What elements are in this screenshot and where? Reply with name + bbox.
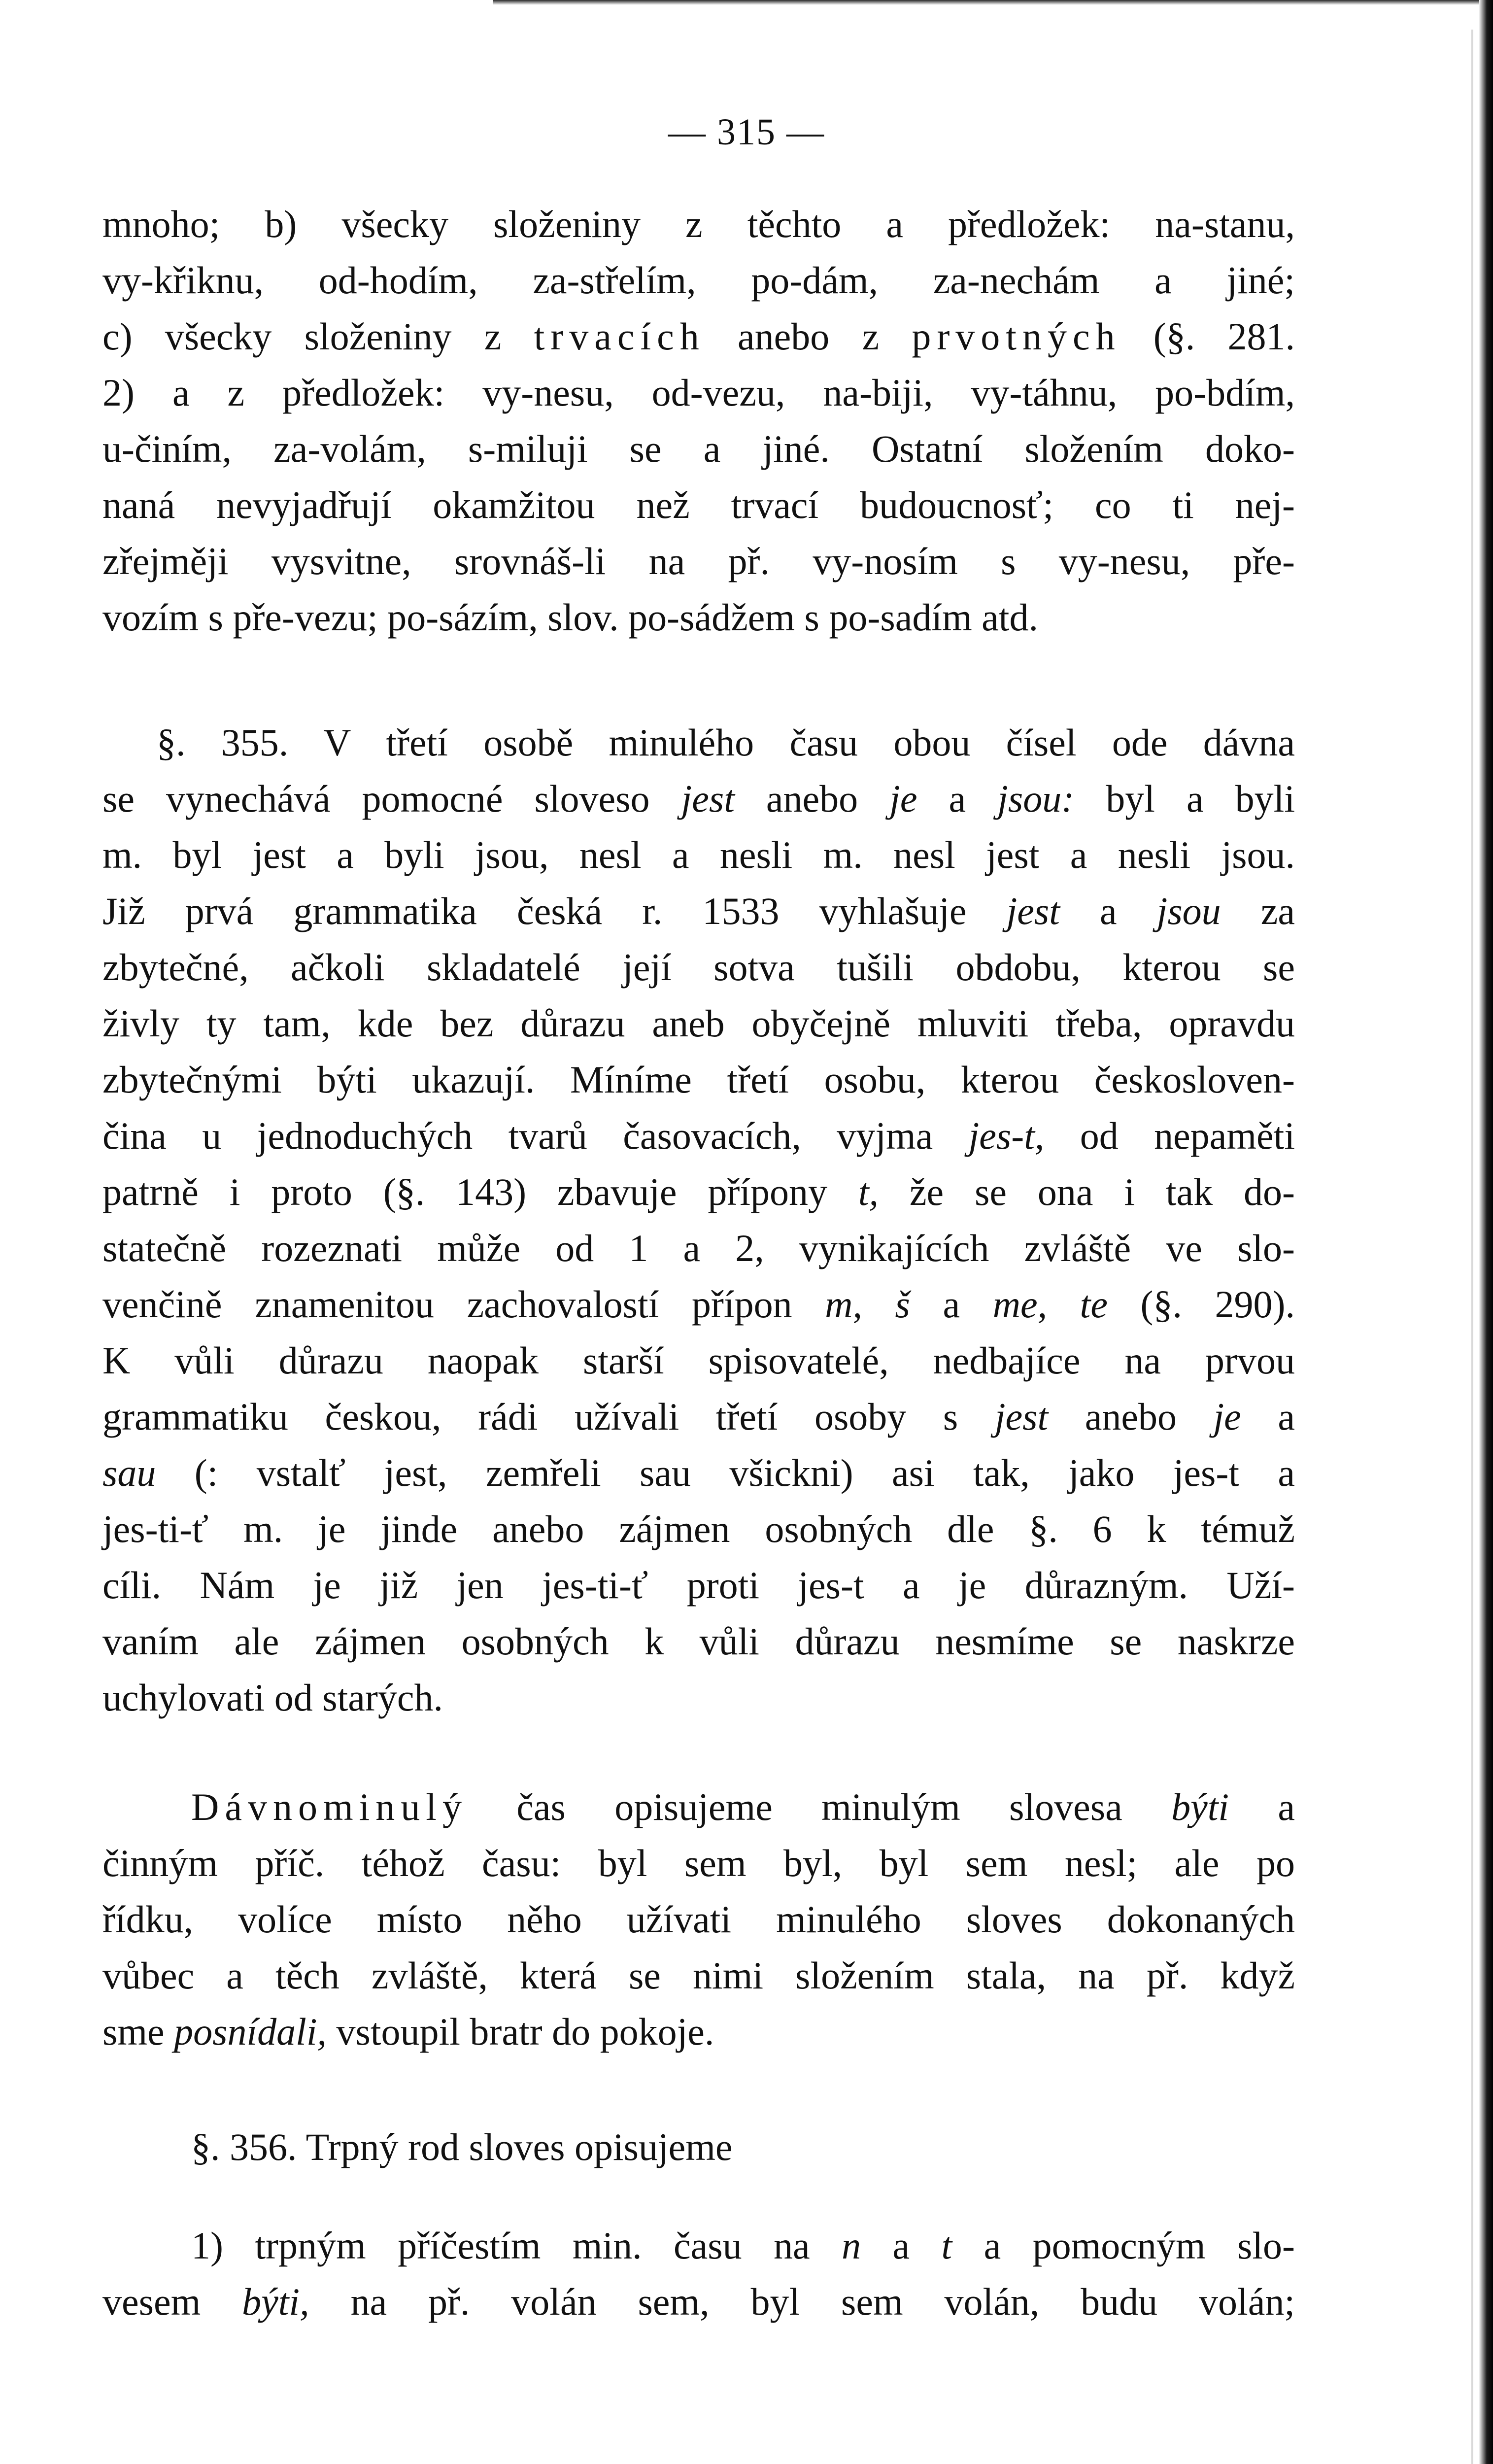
text-span: a [917, 777, 998, 820]
text-span: patrně i proto (§. 143) zbavuje přípony [102, 1170, 858, 1213]
italic-term: je [1213, 1395, 1241, 1438]
text-line: mnoho; b) všecky složeniny z těchto a předložek: na-stanu, [102, 203, 1295, 245]
text-line [102, 2274, 1295, 2330]
text-span: za [1221, 890, 1295, 932]
page-binding-edge [1479, 0, 1493, 2464]
italic-term: posnídali, [174, 2010, 327, 2053]
text-span: anebo [734, 777, 890, 820]
text-line [102, 771, 1295, 827]
text-span: c) všecky složeniny z [102, 315, 534, 358]
text-line: cíli. Nám je již jen jes-ti-ť proti jes-t a je důrazným. Uží- [102, 1564, 1295, 1607]
text-span: a pomocným slo- [952, 2224, 1295, 2267]
text-line: zbytečné, ačkoli skladatelé její sotva tušili obdobu, kterou se [102, 946, 1295, 989]
italic-term: jsou: [997, 777, 1075, 820]
text-span: venčině znamenitou zachovalostí přípon [102, 1283, 825, 1326]
italic-term: býti, [242, 2280, 309, 2323]
italic-term: t [941, 2224, 952, 2267]
section-heading-line: §. 356. Trpný rod sloves opisujeme [191, 2125, 733, 2168]
text-span: a [861, 2224, 942, 2267]
text-line: živly ty tam, kde bez důrazu aneb obyčejně mluviti třeba, opravdu [102, 1002, 1295, 1045]
text-line: vaním ale zájmen osobných k vůli důrazu nesmíme se naskrze [102, 1620, 1295, 1663]
page-edge-line [1471, 30, 1473, 2464]
italic-term: jest [681, 777, 735, 820]
italic-term: jest [1006, 890, 1060, 932]
text-span: na př. volán sem, byl sem volán, budu volán; [309, 2280, 1295, 2323]
text-span: od nepaměti [1044, 1114, 1295, 1157]
text-span: a [1241, 1395, 1295, 1438]
italic-term: t, [858, 1170, 879, 1213]
text-line: zbytečnými býti ukazují. Míníme třetí osobu, kterou českosloven- [102, 1058, 1295, 1101]
text-span: vstoupil bratr do pokoje. [327, 2010, 714, 2053]
text-line: řídku, volíce místo něho užívati minulého sloves dokonaných [102, 1898, 1295, 1941]
text-line: u-činím, za-volám, s-miluji se a jiné. Ostatní složením doko- [102, 427, 1295, 470]
text-span: se vynechává pomocné sloveso [102, 777, 681, 820]
text-line: naná nevyjadřují okamžitou než trvací budoucnosť; co ti nej- [102, 483, 1295, 526]
section-heading-line: §. 355. V třetí osobě minulého času obou čísel ode dávna [157, 721, 1295, 764]
text-span: anebo z [705, 315, 912, 358]
text-line [102, 1164, 1295, 1220]
text-line [102, 2004, 1295, 2060]
paragraph [102, 2119, 1295, 2175]
text-span: a [1229, 1785, 1295, 1828]
text-line [102, 1445, 1295, 1501]
text-line [102, 1779, 1295, 1835]
italic-term: me, te [992, 1283, 1108, 1326]
italic-term: m, š [825, 1283, 910, 1326]
paragraph [102, 1779, 1295, 2060]
page-number: — 315 — [668, 111, 825, 153]
text-line: zřejměji vysvitne, srovnáš-li na př. vy-nosím s vy-nesu, pře- [102, 540, 1295, 582]
italic-term: sau [102, 1451, 156, 1494]
spaced-emphasis: Dávnominulý [191, 1785, 468, 1828]
text-line: vy-křiknu, od-hodím, za-střelím, po-dám, za-nechám a jiné; [102, 259, 1295, 302]
text-span: a [910, 1283, 993, 1326]
text-span: (§. 281. [1120, 315, 1295, 358]
text-line [102, 2218, 1295, 2274]
text-span: anebo [1048, 1395, 1214, 1438]
text-span: čina u jednoduchých tvarů časovacích, vyjma [102, 1114, 969, 1157]
text-span: (: vstalť jest, zemřeli sau všickni) asi tak, jako jes-t a [156, 1451, 1295, 1494]
text-span: vesem [102, 2280, 242, 2323]
text-line: 2) a z předložek: vy-nesu, od-vezu, na-biji, vy-táhnu, po-bdím, [102, 371, 1295, 414]
italic-term: n [842, 2224, 861, 2267]
italic-term: býti [1171, 1785, 1229, 1828]
text-line: uchylovati od starých. [102, 1676, 443, 1719]
spaced-emphasis: prvotných [912, 315, 1121, 358]
text-line: vozím s pře-vezu; po-sázím, slov. po-sádžem s po-sadím atd. [102, 596, 1038, 639]
italic-term: je [889, 777, 917, 820]
paragraph [102, 2218, 1295, 2330]
text-line: vůbec a těch zvláště, která se nimi složením stala, na př. když [102, 1954, 1295, 1997]
text-span: čas opisujeme minulým slovesa [467, 1785, 1172, 1828]
text-span: byl a byli [1074, 777, 1295, 820]
spaced-emphasis: trvacích [534, 315, 705, 358]
text-line: statečně rozeznati může od 1 a 2, vynikajících zvláště ve slo- [102, 1227, 1295, 1269]
text-line: m. byl jest a byli jsou, nesl a nesli m. nesl jest a nesli jsou. [102, 833, 1295, 876]
text-span: sme [102, 2010, 174, 2053]
text-line [102, 1276, 1295, 1333]
text-span: že se ona i tak do- [879, 1170, 1295, 1213]
text-line [102, 308, 1295, 365]
text-span: Již prvá grammatika česká r. 1533 vyhlašuje [102, 890, 1007, 932]
text-span: grammatiku českou, rádi užívali třetí osoby s [102, 1395, 995, 1438]
text-span: (§. 290). [1107, 1283, 1295, 1326]
text-line: K vůli důrazu naopak starší spisovatelé, nedbajíce na prvou [102, 1339, 1295, 1382]
text-line [102, 1389, 1295, 1445]
italic-term: jsou [1156, 890, 1221, 932]
page-top-shadow [493, 0, 1493, 5]
text-span: 1) trpným příčestím min. času na [191, 2224, 842, 2267]
text-line: činným příč. téhož času: byl sem byl, byl sem nesl; ale po [102, 1842, 1295, 1884]
text-span: a [1059, 890, 1157, 932]
paragraph [102, 715, 1295, 1726]
italic-term: jest [994, 1395, 1049, 1438]
paragraph [102, 196, 1295, 646]
text-line [102, 1108, 1295, 1164]
text-line: jes-ti-ť m. je jinde anebo zájmen osobných dle §. 6 k témuž [102, 1507, 1295, 1550]
italic-term: jes-t, [968, 1114, 1045, 1157]
text-line [102, 883, 1295, 939]
